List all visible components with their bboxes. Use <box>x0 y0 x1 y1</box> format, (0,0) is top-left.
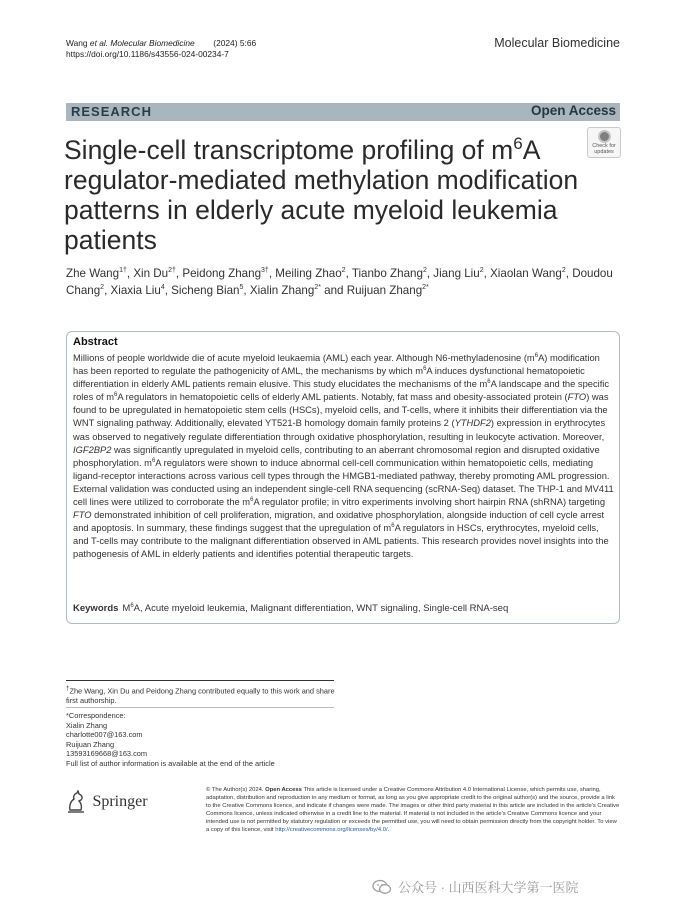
author-name: Jiang Liu <box>433 267 480 280</box>
license-text <box>206 786 620 835</box>
springer-wordmark: Springer <box>92 793 148 810</box>
abstract-superscript: 6 <box>391 523 395 530</box>
author-separator: , <box>104 284 111 297</box>
abstract-segment: A regulators were shown to induce abnormal cell-cell communication within hematopoietic cells, mediating ligand-receptor interactions across various cell types through the HMGB1-mediated pathway, thereby promoting AML progression. External validation was conducted using an independent single-cell RNA sequencing (scRNA-Seq) dataset. The THP-1 and MV411 cell lines were utilized to corroborate the m <box>73 457 614 508</box>
abstract-segment: ) was found to be upregulated in hematopoietic stem cells (HSCs), myeloid cells, and T-cells, where it inhibits their differentiation via the WNT signaling pathway. Additionally, elevated YT521-B homology domain family proteins 2 ( <box>73 392 609 429</box>
author-name: Xiaolan Wang <box>490 267 562 280</box>
article-title <box>64 135 594 255</box>
author-separator: , <box>164 284 172 297</box>
abstract-gene-name: FTO <box>73 510 92 521</box>
check-updates-line1: Check for <box>592 143 616 149</box>
author-name: Tianbo Zhang <box>351 267 423 280</box>
footnote-divider-2 <box>66 707 334 708</box>
author-separator: , <box>243 284 250 297</box>
author-affiliation-sup: 2 <box>100 284 105 292</box>
author-affiliation-sup: 4 <box>160 284 165 292</box>
copyright-notice: © The Author(s) 2024. <box>206 787 264 793</box>
license-oa-label: Open Access <box>265 787 302 793</box>
author-affiliation-sup: 2 <box>341 267 346 275</box>
keywords-sup: 6 <box>130 602 134 609</box>
abstract-box <box>66 331 620 624</box>
abstract-text <box>73 352 615 562</box>
author-separator: , <box>565 267 573 280</box>
abstract-heading: Abstract <box>73 336 118 348</box>
header-et-al: et al. <box>89 38 109 48</box>
author-affiliation-sup: 3† <box>261 267 269 275</box>
abstract-segment: A regulator profile; in vitro experiments involving short hairpin RNA (shRNA) targeting <box>253 497 606 508</box>
correspondent-email-2[interactable]: 13593169668@163.com <box>66 749 148 759</box>
wechat-icon <box>372 879 392 895</box>
abstract-superscript: 6 <box>114 392 118 399</box>
author-affiliation-sup: 1† <box>119 267 127 275</box>
equal-dagger: † <box>66 685 70 692</box>
abstract-segment: ) expression in erythrocytes was observed to negatively regulate differentiation through oxidative phosphorylation, resulting in leukocyte activation. Moreover, <box>73 418 606 442</box>
author-affiliation-sup: 2† <box>168 267 176 275</box>
author-name: Xialin Zhang <box>249 284 315 297</box>
running-header-citation <box>66 38 256 60</box>
author-list <box>66 265 622 299</box>
title-superscript: 6 <box>513 134 523 154</box>
springer-horse-icon <box>66 790 86 814</box>
author-separator: , <box>268 267 276 280</box>
abstract-gene-name: YTHDF2 <box>454 418 491 429</box>
abstract-segment: A regulators in hematopoietic cells of elderly AML patients. Notably, fat mass and obesity-associated protein ( <box>117 392 568 403</box>
keywords-label: Keywords <box>73 603 119 614</box>
author-separator: , <box>483 267 491 280</box>
author-name: Doudou Chang <box>66 267 613 297</box>
wechat-watermark <box>372 877 579 896</box>
correspondent-email-1[interactable]: charlotte007@163.com <box>66 730 143 740</box>
abstract-superscript: 6 <box>487 379 491 386</box>
author-name: Xiaxia Liu <box>110 284 161 297</box>
license-link[interactable]: http://creativecommons.org/licenses/by/4.0/ <box>275 827 388 834</box>
abstract-segment: A) modification has been reported to regulate the pathogenicity of AML, the mechanisms by which m <box>73 353 600 377</box>
author-affiliation-sup: 2* <box>422 284 429 292</box>
correspondent-name-1: Xialin Zhang <box>66 720 108 730</box>
abstract-superscript: 6 <box>250 496 254 503</box>
header-doi-link[interactable]: https://doi.org/10.1186/s43556-024-00234-7 <box>66 49 229 59</box>
license-end: . <box>387 827 390 834</box>
author-affiliation-sup: 5 <box>239 284 244 292</box>
abstract-segment: demonstrated inhibition of cell proliferation, migration, and oxidative phosphorylation, alongside induction of cell cycle arrest and apoptosis. In summary, these findings suggest that the upregulation of m <box>73 510 605 534</box>
author-affiliation-sup: 2* <box>314 284 321 292</box>
header-journal: Molecular Biomedicine <box>110 38 195 48</box>
check-updates-line2: updates <box>594 149 614 155</box>
correspondent-name-2: Ruijuan Zhang <box>66 739 115 749</box>
author-separator: , <box>426 267 434 280</box>
author-separator: , <box>345 267 352 280</box>
abstract-segment: A regulators in HSCs, erythrocytes, myeloid cells, and T-cells may contribute to the malignant differentiation observed in AML patients. This research provides novel insights into the pathogenesis of AML in elderly patients and identifies potential therapeutic targets. <box>73 523 609 560</box>
author-separator: and <box>320 284 347 297</box>
footnote-divider <box>66 680 334 681</box>
abstract-superscript: 6 <box>534 352 539 359</box>
abstract-segment: was significantly upregulated in myeloid cells, contributing to an aberrant chromosomal region and disrupted oxidative phosphorylation. m <box>73 444 600 468</box>
author-name: Zhe Wang <box>66 267 120 280</box>
abstract-gene-name: IGF2BP2 <box>73 444 112 455</box>
abstract-segment: A landscape and the specific roles of m <box>73 379 610 403</box>
article-type-bar <box>66 103 620 121</box>
correspondence-block <box>66 711 336 769</box>
check-updates-icon <box>598 130 611 143</box>
keywords <box>73 603 508 614</box>
author-separator: , <box>175 267 183 280</box>
author-name: Ruijuan Zhang <box>346 284 423 297</box>
correspondence-label: *Correspondence: <box>66 711 126 720</box>
abstract-segment: Millions of people worldwide die of acute myeloid leukaemia (AML) each year. Although N6-methyladenosine (m <box>73 353 535 363</box>
author-affiliation-sup: 2 <box>422 267 427 275</box>
author-separator: , <box>126 267 134 280</box>
header-author: Wang <box>66 38 88 48</box>
keywords-m: M <box>122 603 131 614</box>
author-affiliation-sup: 2 <box>479 267 484 275</box>
abstract-superscript: 6 <box>423 365 427 372</box>
watermark-text: 公众号 · 山西医科大学第一医院 <box>398 880 579 895</box>
author-name: Meiling Zhao <box>275 267 342 280</box>
full-author-info-note: Full list of author information is available at the end of the article <box>66 758 275 768</box>
title-part-2: A regulator-mediated methylation modification patterns in elderly acute myeloid leukemia patients <box>64 135 579 255</box>
keywords-list: A, Acute myeloid leukemia, Malignant differentiation, WNT signaling, Single-cell RNA-seq <box>133 603 509 614</box>
title-part-1: Single-cell transcriptome profiling of m <box>64 135 514 165</box>
springer-logo <box>66 790 148 814</box>
equal-contribution-note <box>66 684 336 706</box>
author-name: Sicheng Bian <box>171 284 240 297</box>
abstract-superscript: 6 <box>151 457 156 464</box>
header-year-volume: (2024) 5:66 <box>213 38 257 48</box>
equal-contribution-text: Zhe Wang, Xin Du and Peidong Zhang contributed equally to this work and share first authorship. <box>66 686 335 706</box>
author-name: Peidong Zhang <box>182 267 262 280</box>
journal-name: Molecular Biomedicine <box>494 36 620 50</box>
author-name: Xin Du <box>133 267 169 280</box>
article-type-label: RESEARCH <box>71 104 152 119</box>
license-body: This article is licensed under a Creative Commons Attribution 4.0 International License, which permits use, sharing, adaptation, distribution and reproduction in any medium or format, as long as you give appropriate credit to the original author(s) and the source, provide a link to the Creative Commons licence, and indicate if changes were made. The images or other third party material in this article are included in the article's Creative Commons licence, unless indicated otherwise in a credit line to the material. If material is not included in the article's Creative Commons licence and your intended use is not permitted by statutory regulation or exceeds the permitted use, you will need to obtain permission directly from the copyright holder. To view a copy of this licence, visit <box>206 787 620 834</box>
author-affiliation-sup: 2 <box>561 267 566 275</box>
abstract-segment: A induces dysfunctional hematopoietic differentiation in elderly AML patients remain elusive. This study elucidates the mechanisms of the m <box>73 366 585 390</box>
abstract-gene-name: FTO <box>567 392 587 403</box>
open-access-label: Open Access <box>530 103 616 118</box>
